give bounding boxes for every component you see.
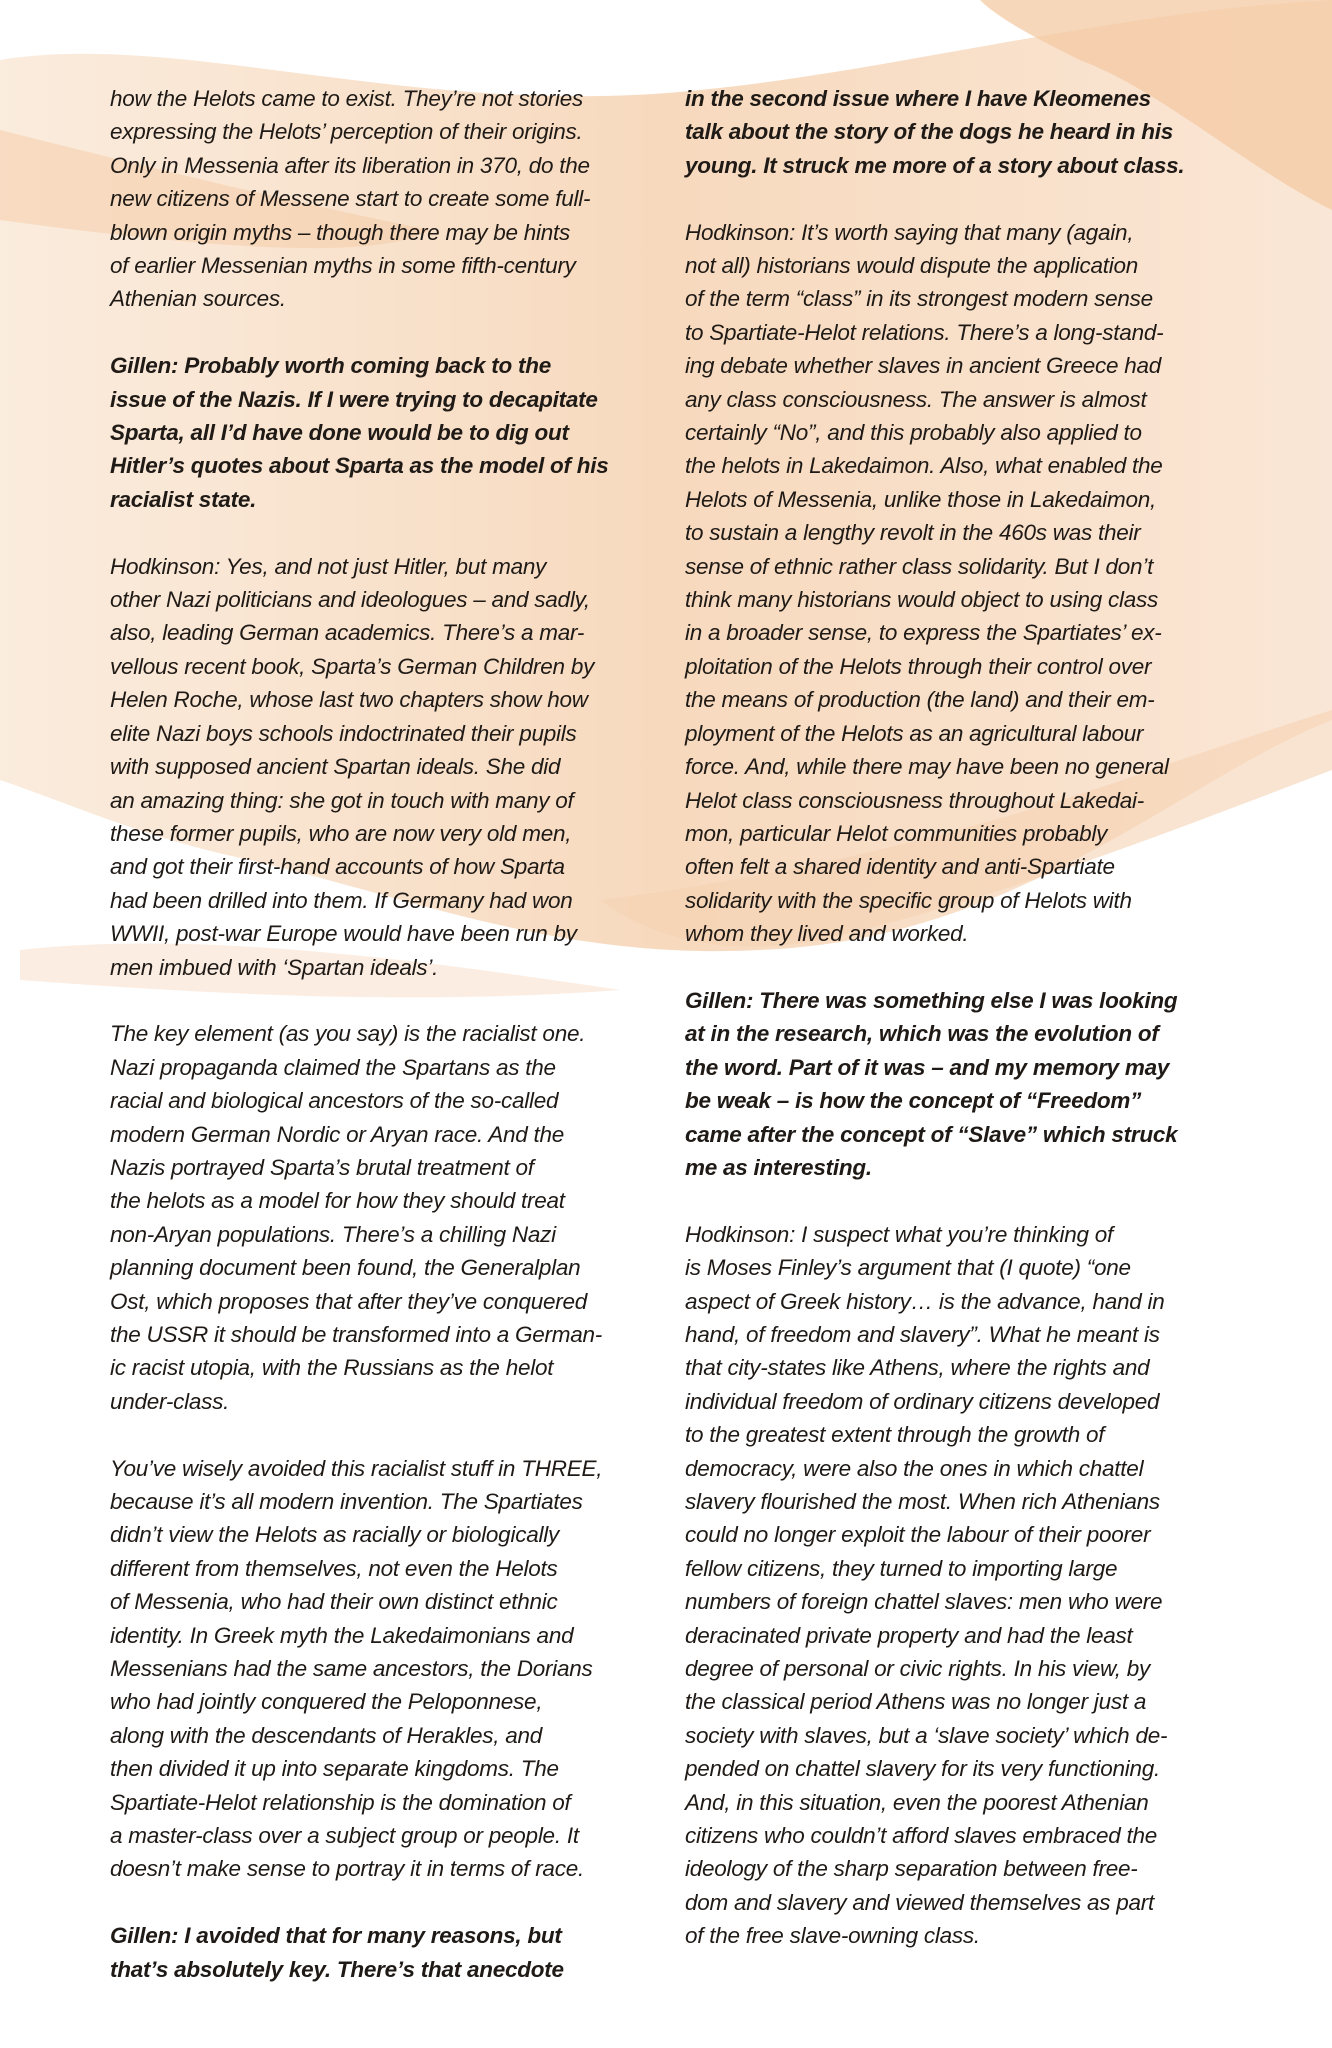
interview-paragraph: how the Helots came to exist. They’re not stories expressing the Helots’ perception of their origins. Only in Messenia after its liberation in 370, do the new citizens of Messene start to create some full- blown origin myths – though there may be hints of earlier Messenian myths in some fifth-century Athenian sources.	[110, 86, 591, 312]
interview-paragraph: Hodkinson: It’s worth saying that many (again, not all) historians would dispute the application of the term “class” in its strongest modern sense to Spartiate-Helot relations. There’s a long-stand- ing debate whether slaves in ancient Greece had any class consciousness. The answer is almost certainly “No”, and this probably also applied to the helots in Lakedaimon. Also, what enabled the Helots of Messenia, unlike those in Lakedaimon, to sustain a lengthy revolt in the 460s was their sense of ethnic rather class solidarity. But I don’t think many historians would object to using class in a broader sense, to express the Spartiates’ ex- ploitation of the Helots through their control over the means of production (the land) and their em- ployment of the Helots as an agricultural labour force. And, while there may have been no general Helot class consciousness throughout Lakedai- mon, particular Helot communities probably often felt a shared identity and anti-Spartiate solidarity with the specific group of Helots with whom they lived and worked.	[685, 219, 1169, 947]
interviewer-question: Gillen: Probably worth coming back to the issue of the Nazis. If I were trying to decapitate Sparta, all I’d have done would be to dig out Hitler’s quotes about Sparta as the model of his racialist state.	[110, 353, 609, 512]
right-column	[685, 82, 1225, 1953]
interview-paragraph: Hodkinson: Yes, and not just Hitler, but many other Nazi politicians and ideologues – and sadly, also, leading German academics. There’s a mar- vellous recent book, Sparta’s German Children by Helen Roche, whose last two chapters show how elite Nazi boys schools indoctrinated their pupils with supposed ancient Spartan ideals. She did an amazing thing: she got in touch with many of these former pupils, who are now very old men, and got their first-hand accounts of how Sparta had been drilled into them. If Germany had won WWII, post-war Europe would have been run by men imbued with ‘Spartan ideals’.	[110, 553, 595, 980]
interview-paragraph: The key element (as you say) is the racialist one. Nazi propaganda claimed the Spartans as the racial and biological ancestors of the so-called modern German Nordic or Aryan race. And the Nazis portrayed Sparta’s brutal treatment of the helots as a model for how they should treat non-Aryan populations. There’s a chilling Nazi planning document been found, the Generalplan Ost, which proposes that after they’ve conquered the USSR it should be transformed into a German- ic racist utopia, with the Russians as the helot under-class.	[110, 1021, 602, 1414]
interviewer-question: Gillen: I avoided that for many reasons, but that’s absolutely key. There’s that anecdote	[110, 1923, 564, 1982]
interview-paragraph: Hodkinson: I suspect what you’re thinking of is Moses Finley’s argument that (I quote) “one aspect of Greek history… is the advance, hand in hand, of freedom and slavery”. What he meant is that city-states like Athens, where the rights and individual freedom of ordinary citizens developed to the greatest extent through the growth of democracy, were also the ones in which chattel slavery flourished the most. When rich Athenians could no longer exploit the labour of their poorer fellow citizens, they turned to importing large numbers of foreign chattel slaves: men who were deracinated private property and had the least degree of personal or civic rights. In his view, by the classical period Athens was no longer just a society with slaves, but a ‘slave society’ which de- pended on chattel slavery for its very functioning. And, in this situation, even the poorest Athenian citizens who couldn’t afford slaves embraced the ideology of the sharp separation between free- dom and slavery and viewed themselves as part of the free slave-owning class.	[685, 1221, 1168, 1949]
interviewer-question: Gillen: There was something else I was looking at in the research, which was the evolution of the word. Part of it was – and my memory may be weak – is how the concept of “Freedom” came after the concept of “Slave” which struck me as interesting.	[685, 987, 1178, 1180]
left-column	[110, 82, 655, 1986]
interviewer-question: in the second issue where I have Kleomenes talk about the story of the dogs he heard in his young. It struck me more of a story about class.	[685, 86, 1185, 178]
interview-paragraph: You’ve wisely avoided this racialist stuff in THREE, because it’s all modern invention. The Spartiates didn’t view the Helots as racially or biologically different from themselves, not even the Helots of Messenia, who had their own distinct ethnic identity. In Greek myth the Lakedaimonians and Messenians had the same ancestors, the Dorians who had jointly conquered the Peloponnese, along with the descendants of Herakles, and then divided it up into separate kingdoms. The Spartiate-Helot relationship is the domination of a master-class over a subject group or people. It doesn’t make sense to portray it in terms of race.	[110, 1455, 603, 1882]
